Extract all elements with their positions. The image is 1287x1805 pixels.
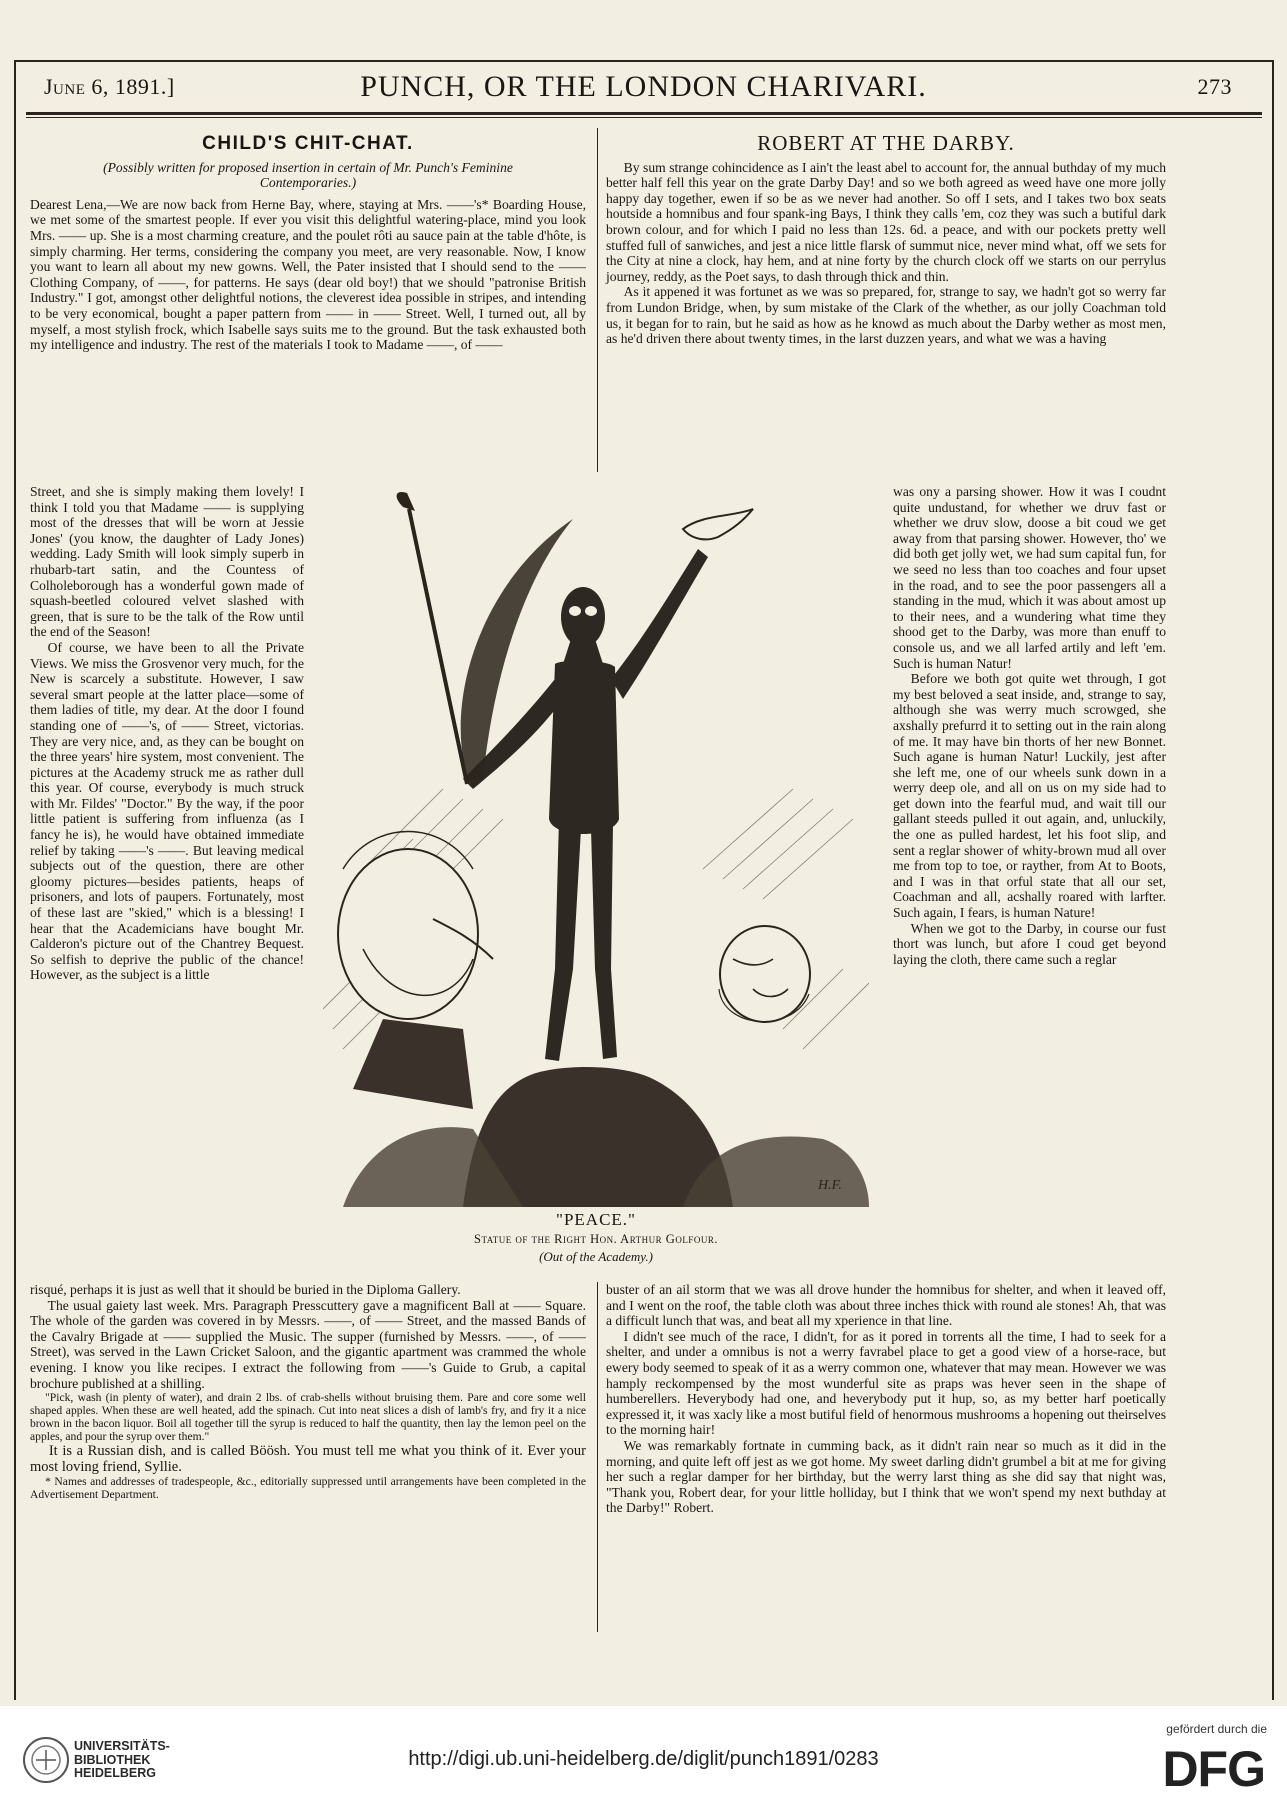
left-article-narrow: [30, 484, 304, 983]
right-article-bottom: [606, 1282, 1166, 1516]
face-eye-left: [569, 606, 581, 616]
left-article-bottom: [30, 1282, 586, 1501]
issue-date: June 6, 1891.]: [44, 74, 175, 99]
left-article-subtitle: (Possibly written for proposed insertion in certain of Mr. Punch's Feminine Contemporaries.): [103, 159, 513, 191]
paragraph: Of course, we have been to all the Private Views. We miss the Grosvenor very much, for the New is scarcely a substitute. However, I saw several smart people at the latter place—some of them ladies of title, my dear. At the door I found standing one of ——'s, of —— Street, victorias. They are very nice, and, as they can be bought on the three years' hire system, most convenient. The pictures at the Academy struck me as rather dull this year. Of course, everybody is much struck with Mr. Fildes' "Doctor." By the way, if the poor little patient is suffering from influenza (as I fancy he is), he would have obtained immediate relief by taking ——'s ——. But leaving medical subjects out of the question, there are other gloomy pictures—besides patients, heaps of prisoners, and lots of paupers. Fortunately, most of these last are "skied," which is a blessing! I hear that the Academicians have bought Mr. Calderon's picture out of the Chantrey Bequest. So selfish to deprive the public of the chance! However, as the subject is a little: [30, 639, 304, 983]
caption-source: (Out of the Academy.): [539, 1249, 653, 1264]
right-border: [1272, 60, 1274, 1700]
library-line3: HEIDELBERG: [74, 1766, 156, 1780]
left-article-top: [30, 133, 586, 353]
paragraph: By sum strange cohincidence as I ain't the least abel to account for, the annual buthday of my much better half fell this year on the grate Darby Day! and so we both agreed as weed have one more jolly happy day together, ewen if so be as we never had another. So off I sets, and I takes two box seats houtside a homnibus and four spank-ing Bays, I think they calls 'em, coz they was such a butiful dark brown colour, and for which I paid no less than 12s. 6d. a peace, and with our pockets pretty well stuffed full of sanwiches, and jest a nice little flarsk of summut nice, never mind what, off we sets for the City at nine a clock, hay hem, and at nine forty by the church clock off we starts on our perrylus journey, reddy, as the Poet says, to dash through thick and thin.: [606, 159, 1166, 284]
paragraph: I didn't see much of the race, I didn't, for as it pored in torrents all the time, I had to seek for a shelter, and under a omnibus is not a werry favrabel place to get a good view of a horse-race, but ewery body seemed to speak of it as a werry common one, whatever that may mean. However we was hamply reckompensed by the most wunderful site as praps was hever seen in the shape of humberellers. Heverybody had one, and heverybody put it hup, so, as my better harf poetically expressed it, it was xacly like a most butiful field of henormous mushrooms a hopening out theirselves to the morning hair!: [606, 1328, 1166, 1438]
recipe: "Pick, wash (in plenty of water), and drain 2 lbs. of crab-shells without bruising them. Pare and core some well shaped apples. When these are well heated, add the spinach. Cut into neat slices a dish of lamb's fry, and fry it a nice brown in the bacon liquor. Boil all together till the syrup is reduced to half the quantity, then lay the lemon peel on the apples, and pour the syrup over them.": [30, 1391, 586, 1444]
peace-illustration: [323, 489, 869, 1207]
left-border: [14, 60, 16, 1700]
caption-title: "PEACE.": [556, 1210, 636, 1229]
paragraph: Before we both got quite wet through, I got my best beloved a seat inside, and, strange to say, although she was werry much scrowged, she axshally prefurrd it to setting out in the rain along of me. It may have bin thorts of her new Bonnet. Such agane is human Natur! Luckily, jest after she left me, one of our wheels sunk down in a werry deep ole, and all on us on my side had to get down into the fearful mud, and wait till our gallant steeds pulled it out again, and, unluckily, the one as pulled hardest, let his foot slip, and sent a reglar shower of whity-brown mud all over me from top to toe, or rayther, from At to Boots, and I was in that orful state that all our set, Coachman and all, acshally roared with larfter. Such again, I fears, is human Nature!: [893, 671, 1166, 921]
paragraph: was ony a parsing shower. How it was I coudnt quite undustand, for whether we druv fast or whether we druv slow, doose a bit coud we get away from that parsing shower. However, tho' we did both get jolly wet, we had sum capital fun, for we seed no less than too coaches and four upset in the road, and to see the poor passengers all a standing in the mud, which it was about amost up to their nees, and a wundering what time they shood get to the Darby, was more than enuff to console us, and we all larfed artily and left 'em. Such is human Natur!: [893, 484, 1166, 671]
illustration-caption: [323, 1210, 869, 1265]
header-rule: [26, 112, 1262, 115]
footnote: * Names and addresses of tradespeople, &c., editorially suppressed until arrangements have been completed in the Advertisement Department.: [30, 1475, 586, 1502]
paragraph: When we got to the Darby, in course our fust thort was lunch, but afore I coud get beyond laying the cloth, there came such a reglar: [893, 920, 1166, 967]
funding-text: gefördert durch die: [1166, 1722, 1267, 1736]
column-divider-bottom: [597, 1282, 598, 1632]
paragraph: Dearest Lena,—We are now back from Herne Bay, where, staying at Mrs. ——'s* Boarding House, we met some of the smartest people. If ever you visit this delightful watering-place, mind you look Mrs. —— up. She is a most charming creature, and the poulet rôti au sauce pain at the table d'hôte, is simply charming. Her terms, considering the company you meet, are very reasonable. Now, I know you want to learn all about my new gowns. Well, the Pater insisted that I should send to the —— Clothing Company, of ——, for patterns. He says (dear old boy!) that we should "patronise British Industry." I got, amongst other delightful notions, the cleverest idea possible in stripes, and intending to be very economical, bought a paper pattern from —— in —— Street. Well, I turned out, all by myself, a most stylish frock, which Isabelle says suits me to the ground. But the task exhausted both my intelligence and industry. The rest of the materials I took to Madame ——, of ——: [30, 196, 586, 353]
header-rule-thin: [26, 117, 1262, 118]
paragraph: The usual gaiety last week. Mrs. Paragraph Presscuttery gave a magnificent Ball at —— Square. The whole of the garden was covered in by Messrs. ——, of —— Street, and the massed Bands of the Cavalry Brigade at —— supplied the Music. The supper (furnished by Messrs. ——, of —— Street), was served in the Lawn Cricket Saloon, and the gigantic apartment was crammed the whole evening. I know you like recipes. I extract the following from ——'s Guide to Grub, a capital brochure published at a shilling.: [30, 1297, 586, 1391]
caption-subtitle: Statue of the Right Hon. Arthur Golfour.: [474, 1232, 718, 1246]
left-article-title: CHILD'S CHIT-CHAT.: [202, 133, 414, 154]
paragraph: We was remarkably fortnate in cumming back, as it didn't rain near so much as it did in the morning, and quite left off jest as we got home. My sweet darling didn't grumbel a bit at me for giving her such a reglar damper for her birthday, but the werry larst thing as she did say that night was, "Thank you, Robert dear, for your little holliday, but I think that we won't spend my next buthday at the Darby!" Robert.: [606, 1437, 1166, 1516]
dfg-logo[interactable]: DFG: [1162, 1741, 1265, 1797]
paragraph: risqué, perhaps it is just as well that it should be buried in the Diploma Gallery.: [30, 1282, 461, 1297]
right-article-narrow: [893, 484, 1166, 967]
paragraph: buster of an ail storm that we was all drove hunder the homnibus for shelter, and when it leaved off, and I went on the roof, the table cloth was about three inches thick with round ale stones! Ah, that was a difficult lunch that was, and beat all my xperience in that line.: [606, 1282, 1166, 1329]
right-article-title: ROBERT AT THE DARBY.: [757, 131, 1015, 155]
right-lion-caricature: [719, 926, 810, 1022]
paragraph: Street, and she is simply making them lovely! I think I told you that Madame —— is supplying most of the dresses that will be worn at Jessie Jones' (you know, the daughter of Lady Jones) wedding. Lady Smith will look simply superb in rhubarb-tart satin, and the Countess of Colholeborough has a wonderful gown made of squash-beetled coloured velvet slashed with green, that is sure to be the talk of the Row until the end of the Season!: [30, 484, 304, 640]
face-eye-right: [585, 606, 597, 616]
page-number: 273: [1197, 74, 1232, 99]
source-url-link[interactable]: http://digi.ub.uni-heidelberg.de/diglit/punch1891/0283: [408, 1748, 879, 1770]
library-line2: BIBLIOTHEK: [74, 1752, 151, 1767]
top-border: [14, 60, 1274, 62]
masthead-title: PUNCH, OR THE LONDON CHARIVARI.: [360, 70, 927, 103]
column-divider-top: [597, 128, 598, 472]
paragraph-closing: It is a Russian dish, and is called Böösh. You must tell me what you think of it. Ever your most loving friend, Syllie.: [30, 1443, 586, 1476]
library-line1: UNIVERSITÄTS-: [74, 1739, 170, 1753]
right-article-top: [606, 131, 1166, 347]
artist-signature: H.F.: [818, 1178, 842, 1193]
paragraph: As it appened it was fortunet as we was so prepared, for, strange to say, we hadn't got so werry far from Lundon Bridge, when, by sum mistake of the Clark of the whether, as our jolly Coachman told us, it began for to rain, but he said as how as he knowd as much about the Darby wether as most men, as he'd driven there about twenty times, in the larst duzzen years, and what we was a having: [606, 284, 1166, 347]
